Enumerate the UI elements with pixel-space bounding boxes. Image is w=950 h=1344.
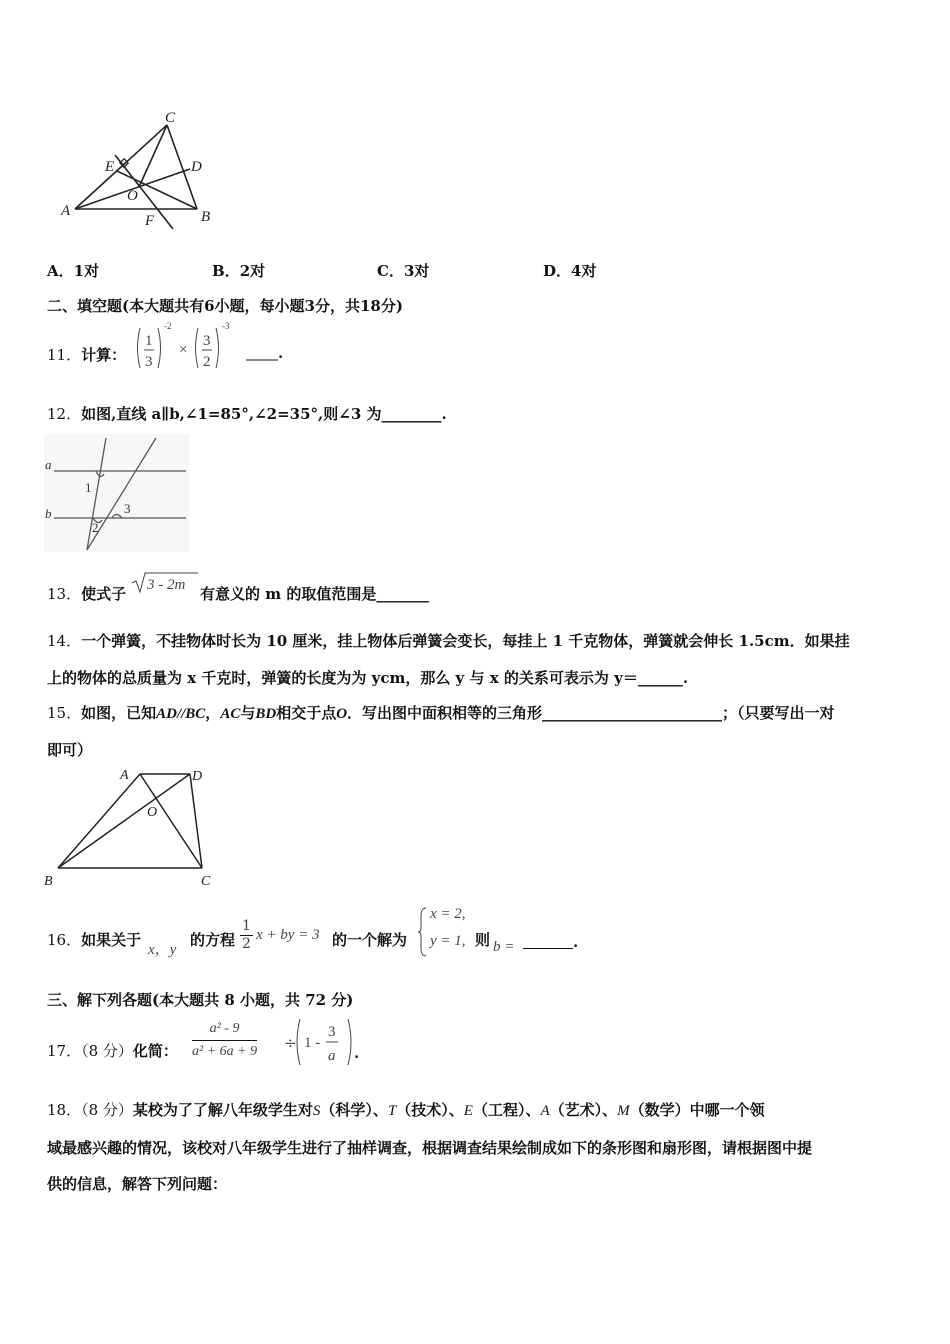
question-number: 16． — [47, 931, 82, 949]
question-11 — [47, 322, 126, 372]
text: （技术）、 — [396, 1101, 464, 1119]
option-text: 2对 — [239, 262, 266, 280]
system-eq-1: x = 2, — [430, 906, 466, 922]
option-text: 1对 — [73, 262, 100, 280]
angle-2-label: 2 — [92, 520, 99, 535]
q16-fraction — [240, 918, 253, 953]
exponent-1: -2 — [164, 321, 172, 331]
denominator: a² + 6a + 9 — [192, 1044, 258, 1059]
math-ad-bc: AD//BC — [156, 706, 206, 722]
f2-denominator: 2 — [203, 354, 211, 370]
label-f: F — [145, 213, 155, 229]
brace — [418, 906, 428, 958]
question-prefix: 计算： — [81, 346, 127, 364]
question-text: 如图,直线 a∥b,∠1=85°,∠2=35°,则∠3 为________. — [81, 405, 447, 423]
question-number: 17． — [47, 1042, 82, 1060]
numerator: 1 — [242, 918, 251, 934]
denominator: 2 — [242, 936, 251, 952]
option-letter: A — [47, 262, 59, 280]
section-2-title: 二、填空题(本大题共有6小题，每小题3分，共18分) — [47, 297, 403, 315]
option-b[interactable]: B．2对 — [212, 262, 266, 280]
option-d[interactable]: D．4对 — [543, 262, 597, 280]
score: （8 分） — [81, 1101, 133, 1119]
math-t: T — [387, 1103, 397, 1119]
inner-numerator: 3 — [328, 1024, 336, 1040]
text: 化简： — [132, 1042, 178, 1060]
label-e: E — [105, 159, 115, 175]
text: （工程）、 — [472, 1101, 541, 1119]
q13-suffix: 有意义的 m 的取值范围是_______ — [200, 585, 429, 603]
q11-suffix: . — [278, 344, 284, 362]
question-16 — [47, 930, 141, 950]
label-a: A — [120, 768, 129, 783]
question-12 — [47, 404, 447, 424]
option-letter: C — [377, 262, 389, 280]
question-number: 13． — [47, 585, 82, 603]
text: ， — [205, 704, 221, 722]
question-15-line2: 即可） — [47, 741, 93, 759]
math-o: O — [336, 706, 348, 722]
q16-mid: 的方程 — [190, 931, 236, 949]
text: （数学）中哪一个领 — [629, 1101, 765, 1119]
math-m: M — [617, 1103, 630, 1119]
question-text: 一个弹簧，不挂物体时长为 10 厘米，挂上物体后弹簧会变长，每挂上 1 千克物体，弹簧就会伸长 1.5cm．如果挂 — [81, 632, 850, 650]
text: ．写出图中面积相等的三角形________________________；（只要写出一对 — [347, 704, 835, 722]
score: （8 分） — [81, 1042, 133, 1060]
divide-sign: ÷ — [284, 1034, 297, 1052]
question-number: 12． — [47, 405, 82, 423]
question-14-line2: 上的物体的总质量为 x 千克时，弹簧的长度为为 ycm，那么 y 与 x 的关系可表示为 y＝______. — [47, 669, 689, 687]
question-15-line1 — [47, 703, 835, 724]
answer-blank[interactable] — [523, 948, 573, 949]
label-o: O — [127, 188, 138, 204]
question-prefix: 使式子 — [81, 585, 127, 603]
label-d: D — [192, 769, 203, 784]
q16-mid2: 的一个解为 — [332, 931, 408, 949]
q16-suffix: . — [573, 933, 579, 951]
angle-3-label: 3 — [124, 501, 131, 516]
option-letter: D — [543, 262, 557, 280]
label-c: C — [165, 110, 176, 126]
text: 如果关于 — [81, 931, 142, 949]
text: 如图，已知 — [81, 704, 157, 722]
q16-then: 则 — [475, 931, 491, 949]
label-b: B — [201, 209, 211, 225]
sqrt-expression — [130, 570, 200, 596]
line-b-label: b — [45, 506, 52, 521]
question-18-line3: 供的信息，解答下列问题： — [47, 1175, 228, 1193]
option-text: 4对 — [571, 262, 597, 280]
text: 与 — [240, 704, 256, 722]
question-18-line2: 域最感兴趣的情况，该校对八年级学生进行了抽样调查，根据调查结果绘制成如下的条形图和扇形图，请根据图中提 — [47, 1139, 813, 1157]
f1-numerator: 1 — [145, 333, 153, 349]
label-b: B — [44, 874, 53, 889]
q11-expression — [132, 320, 282, 376]
option-a[interactable]: A．1对 — [47, 262, 100, 280]
triangle-figure-q10 — [55, 105, 235, 235]
question-13 — [47, 584, 126, 604]
question-number: 18． — [47, 1101, 82, 1119]
section-3-title: 三、解下列各题(本大题共 8 小题，共 72 分) — [47, 991, 354, 1009]
math-a: A — [540, 1103, 550, 1119]
q16-vars: x，y — [148, 942, 177, 958]
label-c: C — [201, 874, 211, 889]
q17-parens — [292, 1016, 358, 1068]
question-14-line1 — [47, 631, 850, 651]
question-number: 14． — [47, 632, 82, 650]
q17-main-fraction — [192, 1018, 257, 1063]
text: （艺术）、 — [549, 1101, 618, 1119]
option-c[interactable]: C．3对 — [377, 262, 430, 280]
math-e: E — [463, 1103, 473, 1119]
math-bd: BD — [255, 706, 277, 722]
label-o: O — [147, 805, 158, 820]
system-eq-2: y = 1, — [430, 933, 466, 949]
label-d: D — [191, 159, 202, 175]
math-ac: AC — [220, 706, 241, 722]
q16-equation: x + by = 3 — [256, 927, 320, 943]
q16-b-eq: b = — [493, 939, 515, 955]
question-number: 11． — [47, 346, 82, 364]
line-a-label: a — [45, 457, 52, 472]
radicand: 3 - 2m — [147, 577, 186, 593]
f1-denominator: 3 — [145, 354, 153, 370]
inner-denominator: a — [328, 1048, 336, 1064]
angle-1-label: 1 — [85, 480, 92, 495]
times-sign: × — [179, 342, 188, 358]
question-number: 15． — [47, 704, 82, 722]
text: 某校为了了解八年级学生对 — [132, 1101, 313, 1119]
math-s: S — [312, 1103, 321, 1119]
question-18-line1 — [47, 1100, 765, 1121]
text: 相交于点 — [276, 704, 337, 722]
question-17 — [47, 1041, 178, 1061]
paren-content: 1 - — [304, 1035, 321, 1051]
numerator: a² - 9 — [192, 1018, 257, 1041]
label-a: A — [61, 203, 71, 219]
option-text: 3对 — [403, 262, 430, 280]
option-letter: B — [212, 262, 225, 280]
f2-numerator: 3 — [203, 333, 211, 349]
trapezoid-figure-q15 — [40, 764, 220, 890]
q17-suffix: . — [354, 1044, 360, 1062]
parallel-lines-figure-q12 — [44, 434, 189, 552]
text: （科学）、 — [320, 1101, 388, 1119]
exponent-2: -3 — [222, 321, 230, 331]
